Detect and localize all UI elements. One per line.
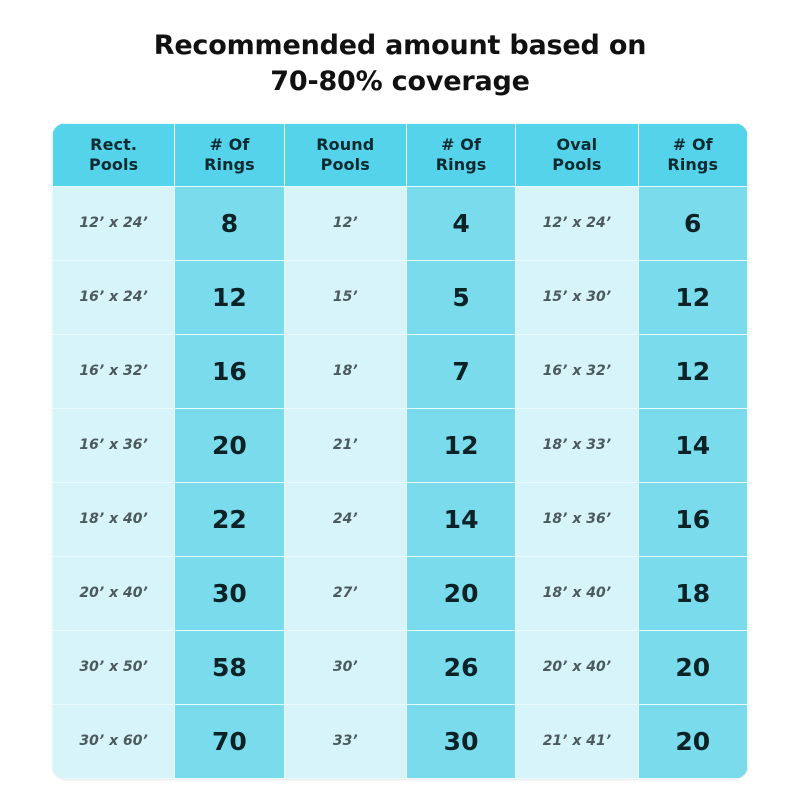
column-header-round-rings: [406, 123, 515, 186]
cell-rect-size: 20’ x 40’: [53, 556, 175, 630]
cell-rect-rings: 16: [175, 334, 284, 408]
table-row: [53, 630, 748, 704]
cell-oval-rings: 12: [638, 334, 748, 408]
cell-rect-rings: 22: [175, 482, 284, 556]
cell-rect-rings: 20: [175, 408, 284, 482]
cell-oval-size: 20’ x 40’: [516, 630, 638, 704]
column-header-oval-pools: [516, 123, 638, 186]
cell-oval-size: 15’ x 30’: [516, 260, 638, 334]
cell-round-rings: 4: [406, 186, 515, 260]
cell-oval-rings: 12: [638, 260, 748, 334]
cell-rect-size: 16’ x 32’: [53, 334, 175, 408]
table-row: [53, 186, 748, 260]
header-row: [53, 123, 748, 186]
cell-oval-size: 12’ x 24’: [516, 186, 638, 260]
table-row: [53, 260, 748, 334]
column-header-line-1: # Of: [209, 134, 250, 154]
cell-oval-rings: 18: [638, 556, 748, 630]
cell-round-size: 15’: [284, 260, 406, 334]
column-header-rect-pools: [53, 123, 175, 186]
cell-round-rings: 30: [406, 704, 515, 778]
cell-oval-rings: 14: [638, 408, 748, 482]
cell-oval-rings: 16: [638, 482, 748, 556]
cell-oval-size: 21’ x 41’: [516, 704, 638, 778]
cell-rect-rings: 8: [175, 186, 284, 260]
pool-ring-table: [52, 123, 748, 779]
table-row: [53, 482, 748, 556]
cell-oval-rings: 6: [638, 186, 748, 260]
column-header-line-2: Rings: [667, 154, 719, 174]
column-header-line-1: Oval: [556, 134, 598, 154]
cell-round-size: 21’: [284, 408, 406, 482]
table-row: [53, 556, 748, 630]
column-header-line-2: Rings: [204, 154, 255, 174]
cell-rect-rings: 58: [175, 630, 284, 704]
table-body: [53, 186, 748, 778]
cell-round-rings: 5: [406, 260, 515, 334]
page-title-line-1: Recommended amount based on: [153, 30, 647, 61]
column-header-line-1: # Of: [441, 134, 482, 154]
cell-rect-rings: 70: [175, 704, 284, 778]
cell-round-rings: 20: [406, 556, 515, 630]
column-header-line-2: Pools: [320, 154, 370, 174]
cell-round-rings: 14: [406, 482, 515, 556]
cell-rect-size: 12’ x 24’: [53, 186, 175, 260]
column-header-line-1: # Of: [672, 134, 713, 154]
cell-rect-rings: 30: [175, 556, 284, 630]
cell-rect-size: 30’ x 60’: [53, 704, 175, 778]
cell-round-size: 18’: [284, 334, 406, 408]
page-title-line-2: 70-80% coverage: [270, 66, 530, 98]
cell-oval-rings: 20: [638, 704, 748, 778]
cell-round-size: 27’: [284, 556, 406, 630]
column-header-oval-rings: [638, 123, 748, 186]
column-header-line-2: Pools: [552, 154, 602, 174]
column-header-round-pools: [284, 123, 406, 186]
cell-oval-size: 18’ x 33’: [516, 408, 638, 482]
cell-rect-size: 30’ x 50’: [53, 630, 175, 704]
column-header-line-1: Rect.: [90, 134, 138, 154]
page-title: [90, 28, 710, 101]
cell-oval-size: 16’ x 32’: [516, 334, 638, 408]
cell-oval-size: 18’ x 36’: [516, 482, 638, 556]
cell-rect-size: 16’ x 36’: [53, 408, 175, 482]
cell-round-rings: 26: [406, 630, 515, 704]
column-header-line-2: Pools: [89, 154, 139, 174]
cell-rect-rings: 12: [175, 260, 284, 334]
cell-rect-size: 16’ x 24’: [53, 260, 175, 334]
cell-round-size: 24’: [284, 482, 406, 556]
cell-round-rings: 7: [406, 334, 515, 408]
column-header-line-2: Rings: [435, 154, 487, 174]
table-row: [53, 408, 748, 482]
column-header-rect-rings: [175, 123, 284, 186]
cell-round-size: 30’: [284, 630, 406, 704]
cell-round-rings: 12: [406, 408, 515, 482]
cell-oval-rings: 20: [638, 630, 748, 704]
pool-ring-table-container: [52, 123, 748, 779]
cell-rect-size: 18’ x 40’: [53, 482, 175, 556]
table-row: [53, 334, 748, 408]
cell-round-size: 12’: [284, 186, 406, 260]
column-header-line-1: Round: [316, 134, 375, 154]
table-header: [53, 123, 748, 186]
table-row: [53, 704, 748, 778]
cell-round-size: 33’: [284, 704, 406, 778]
cell-oval-size: 18’ x 40’: [516, 556, 638, 630]
